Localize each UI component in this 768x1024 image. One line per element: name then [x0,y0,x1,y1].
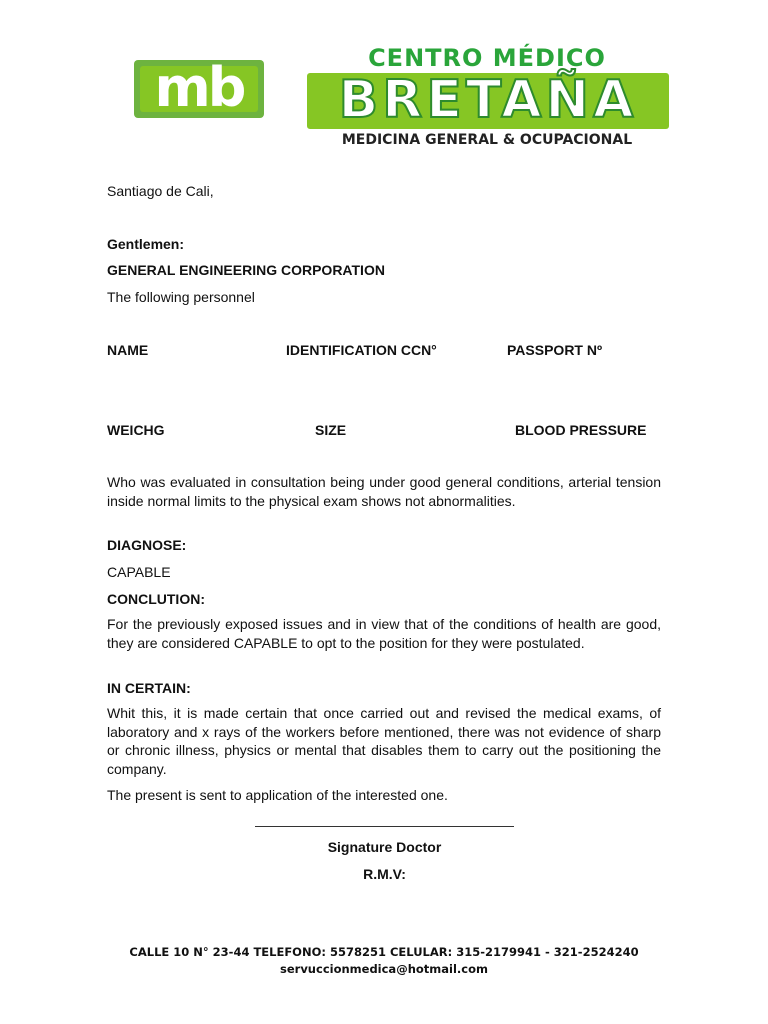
certain-heading: IN CERTAIN: [107,680,191,696]
field-name-label: NAME [107,342,149,358]
city-line: Santiago de Cali, [107,183,214,199]
clinic-title: CENTRO MÉDICO [368,44,606,72]
certain-paragraph: Whit this, it is made certain that once carried out and revised the medical exams, of laboratory and x rays of the workers before mentioned, there was not evidence of sharp or chronic illness, physics or mental that disables them to carry out the positioning the company. [107,705,661,777]
conclusion-paragraph: For the previously exposed issues and in view that of the conditions of health are good, they are considered CAPABLE to opt to the position for they were postulated. [107,616,661,651]
footer-email: servuccionmedica@hotmail.com [280,962,488,976]
conclusion-heading: CONCLUTION: [107,591,205,607]
field-passport-label: PASSPORT Nº [507,342,603,358]
mb-logo [134,56,264,122]
mb-logo-graphic [134,56,264,122]
company-name: GENERAL ENGINEERING CORPORATION [107,262,385,278]
salutation: Gentlemen: [107,236,185,252]
diagnose-value: CAPABLE [107,564,171,580]
evaluation-paragraph: Who was evaluated in consultation being under good general conditions, arterial tension inside normal limits to the physical exam shows not abnormalities. [107,474,661,509]
footer-address: CALLE 10 N° 23-44 TELEFONO: 5578251 CELULAR: 315-2179941 - 321-2524240 [129,945,639,959]
signature-label: Signature Doctor [327,839,442,855]
field-identification-label: IDENTIFICATION CCN° [286,342,437,358]
signature-line [255,826,514,827]
field-weight-label: WEICHG [107,422,165,438]
closing-line: The present is sent to application of the interested one. [107,787,448,803]
clinic-subtitle: MEDICINA GENERAL & OCUPACIONAL [341,132,633,148]
diagnose-heading: DIAGNOSE: [107,537,187,553]
clinic-name: BRETAÑA [338,70,638,130]
intro-line: The following personnel [107,289,255,305]
rmv-label: R.M.V: [363,866,406,882]
field-blood-pressure-label: BLOOD PRESSURE [515,422,647,438]
field-size-label: SIZE [315,422,347,438]
mb-logo-text: mb [154,56,244,119]
